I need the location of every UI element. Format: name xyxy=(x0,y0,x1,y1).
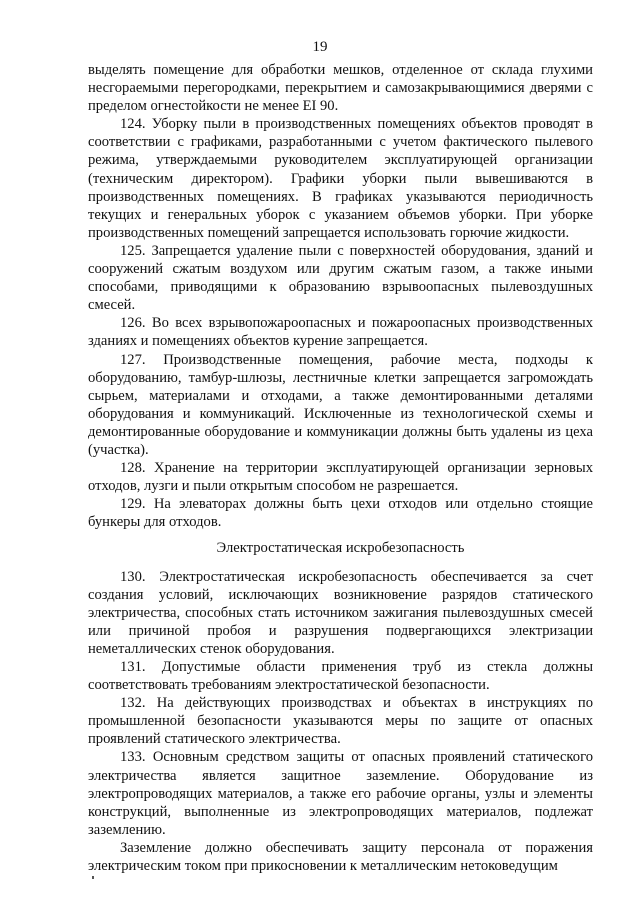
document-body xyxy=(88,61,593,875)
paragraph-133: 133. Основным средством защиты от опасных проявлений статического электричества является защитное заземление. Оборудование из электропроводящих материалов, а также его рабочие органы, узлы и элементы конструкций, выполненные из электропроводящих материалов, подлежат заземлению. xyxy=(88,749,593,838)
paragraph-130: 130. Электростатическая искробезопасность обеспечивается за счет создания условий, исключающих возникновение разрядов статического электричества, способных стать источником зажигания пылевоздушных смесей или причиной пробоя и разрушения подвергающихся электризации неметаллических стенок оборудования. xyxy=(88,568,593,657)
paragraph-128: 128. Хранение на территории эксплуатирующей организации зерновых отходов, лузги и пыли открытым способом не разрешается. xyxy=(88,460,593,495)
paragraph-131: 131. Допустимые области применения труб из стекла должны соответствовать требованиям электростатической безопасности. xyxy=(88,659,593,694)
continued-paragraph: выделять помещение для обработки мешков, отделенное от склада глухими несгораемыми перегородками, перекрытием и самозакрывающимися дверями с пределом огнестойкости не менее EI 90. xyxy=(88,62,593,115)
section-heading: Электростатическая искробезопасность xyxy=(216,540,465,557)
paragraph-124: 124. Уборку пыли в производственных помещениях объектов проводят в соответствии с графиками, разработанными с учетом фактического пылевого режима, утверждаемыми руководителем эксплуатирующей организации (техническим директором). Графики уборки пыли вывешиваются в производственных помещениях. В графиках указываются периодичность текущих и генеральных уборок с указанием объемов уборки. При уборке производственных помещений запрещается использовать горючие жидкости. xyxy=(88,116,593,241)
paragraph-129: 129. На элеваторах должны быть цехи отходов или отдельно стоящие бункеры для отходов. xyxy=(88,496,593,531)
page-number: 19 xyxy=(312,39,328,55)
paragraph-127: 127. Производственные помещения, рабочие места, подходы к оборудованию, тамбур-шлюзы, лестничные клетки запрещается загромождать сырьем, материалами и отходами, а также демонтированными деталями оборудования и коммуникаций. Исключенные из технологической схемы и демонтированные оборудование и коммуникации должны быть удалены из цеха (участка). xyxy=(88,351,593,458)
paragraph-132: 132. На действующих производствах и объектах в инструкциях по промышленной безопасности указываются меры по защите от опасных проявлений статического электричества. xyxy=(88,695,593,748)
paragraph-133-continued: Заземление должно обеспечивать защиту персонала от поражения электрическим током при прикосновении к металлическим нетоковедущим xyxy=(88,839,593,875)
scan-artifact-mark xyxy=(92,876,94,879)
paragraph-125: 125. Запрещается удаление пыли с поверхностей оборудования, зданий и сооружений сжатым воздухом или другим сжатым газом, а также иными способами, приводящими к образованию взрывоопасных пылевоздушных смесей. xyxy=(88,242,593,314)
paragraph-126: 126. Во всех взрывопожароопасных и пожароопасных производственных зданиях и помещениях объектов курение запрещается. xyxy=(88,315,593,350)
